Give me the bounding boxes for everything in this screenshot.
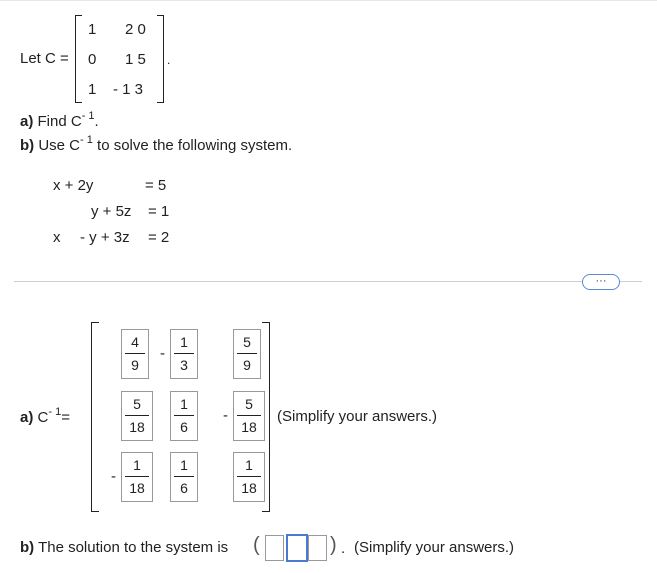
fraction [174, 396, 194, 435]
numerator: 5 [133, 396, 141, 412]
fraction [125, 334, 145, 373]
fraction-bar [125, 415, 149, 416]
denominator: 6 [180, 419, 188, 435]
answer-a-label: a) $C^{- 1}=$ [20, 406, 70, 426]
numerator: 4 [131, 334, 139, 350]
fraction [237, 457, 261, 496]
denominator: 18 [129, 480, 145, 496]
numerator: 1 [180, 396, 188, 412]
inverse-entry-input[interactable] [170, 452, 198, 502]
section-divider [14, 281, 642, 282]
system-eq3-rhs: = 2 [148, 229, 170, 246]
denominator: 6 [180, 480, 188, 496]
matrix-right-bracket [157, 15, 164, 103]
fraction [174, 334, 194, 373]
inverse-entry-input[interactable] [121, 452, 153, 502]
answer-b-period: . [341, 540, 346, 557]
fraction-bar [174, 415, 194, 416]
matrix-cell: - 1 3 [113, 81, 144, 98]
fraction-bar [125, 353, 145, 354]
fraction [237, 396, 261, 435]
numerator: 1 [133, 457, 141, 473]
fraction [237, 334, 257, 373]
inverse-entry-input[interactable] [170, 391, 198, 441]
numerator: 1 [180, 334, 188, 350]
inverse-entry-input[interactable] [233, 329, 261, 379]
inverse-left-bracket [91, 322, 99, 512]
matrix-cell: 0 [88, 51, 97, 68]
fraction-bar [174, 476, 194, 477]
fraction-bar [237, 476, 261, 477]
part-a-prompt: a) Find $C^{- 1}$. [20, 110, 99, 130]
numerator: 1 [245, 457, 253, 473]
fraction [174, 457, 194, 496]
close-paren: ) [330, 534, 337, 556]
answer-b-label: b) The solution to the system is [20, 539, 229, 556]
inverse-entry-input[interactable] [121, 391, 153, 441]
open-paren: ( [253, 534, 260, 556]
fraction-bar [174, 353, 194, 354]
system-eq3-x: x [53, 229, 61, 246]
inverse-entry-input[interactable] [233, 452, 265, 502]
matrix-cell: 1 5 [125, 51, 146, 68]
denominator: 3 [180, 357, 188, 373]
denominator: 9 [243, 357, 251, 373]
numerator: 5 [243, 334, 251, 350]
fraction-bar [237, 353, 257, 354]
denominator: 18 [129, 419, 145, 435]
solution-z-input[interactable] [308, 535, 327, 561]
denominator: 18 [241, 419, 257, 435]
fraction-bar [237, 415, 261, 416]
numerator: 5 [245, 396, 253, 412]
numerator: 1 [180, 457, 188, 473]
negative-sign: - [223, 407, 228, 424]
answer-b-hint: (Simplify your answers.) [354, 539, 515, 556]
more-options-button[interactable]: ··· [582, 274, 620, 290]
fraction [125, 457, 149, 496]
denominator: 18 [241, 480, 257, 496]
system-eq1-lhs: x + 2y [53, 177, 94, 194]
inverse-entry-input[interactable] [121, 329, 149, 379]
matrix-cell: 2 0 [125, 21, 146, 38]
matrix-cell: 1 [88, 81, 97, 98]
negative-sign: - [160, 345, 165, 362]
inverse-entry-input[interactable] [170, 329, 198, 379]
part-b-prompt: b) Use $C^{- 1}$ to solve the following system. [20, 134, 293, 154]
top-border [0, 0, 657, 1]
inverse-entry-input[interactable] [233, 391, 265, 441]
fraction [125, 396, 149, 435]
negative-sign: - [111, 468, 116, 485]
system-eq2-lhs: y + 5z [91, 203, 132, 220]
system-eq2-rhs: = 1 [148, 203, 170, 220]
matrix-left-bracket [75, 15, 82, 103]
matrix-cell: 1 [88, 21, 97, 38]
system-eq3-lhs: - y + 3z [80, 229, 130, 246]
let-c-label: Let C = [20, 50, 69, 67]
system-eq1-rhs: = 5 [145, 177, 167, 194]
matrix-period: . [167, 53, 171, 67]
fraction-bar [125, 476, 149, 477]
answer-a-hint: (Simplify your answers.) [277, 408, 438, 425]
denominator: 9 [131, 357, 139, 373]
solution-x-input[interactable] [265, 535, 284, 561]
solution-y-input[interactable] [286, 534, 308, 562]
